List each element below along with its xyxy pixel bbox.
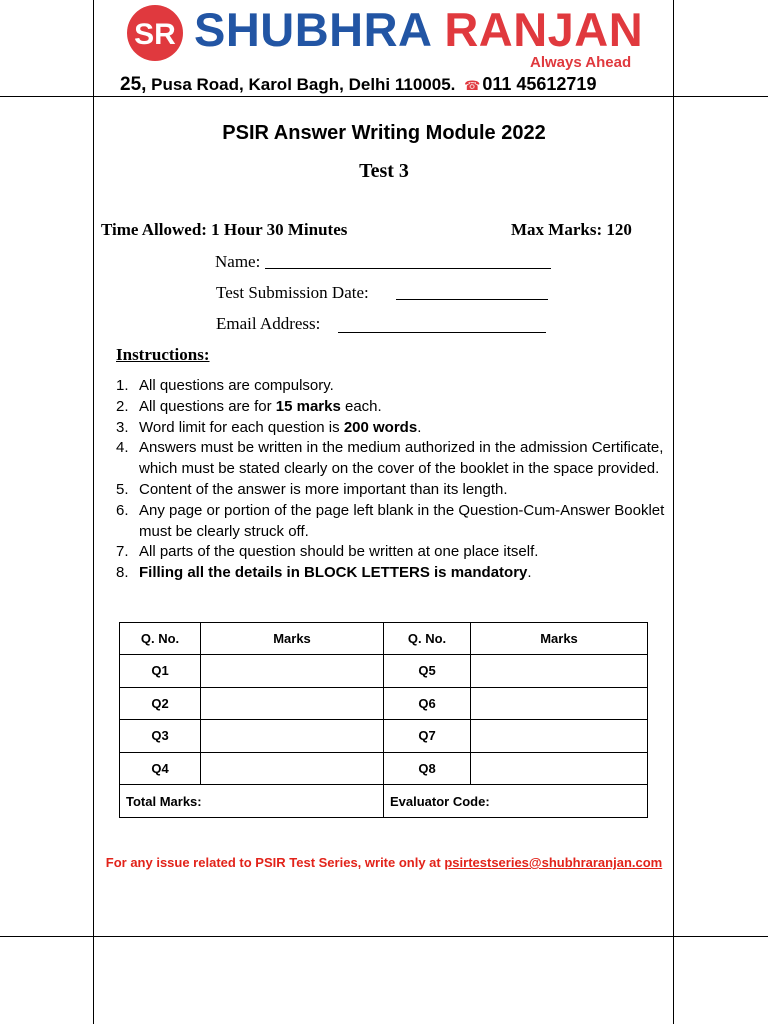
instruction-item: 3. Word limit for each question is 200 words.	[116, 418, 422, 436]
brand-second-word: RANJAN	[444, 3, 644, 56]
module-title: PSIR Answer Writing Module 2022	[222, 122, 546, 144]
question-cell: Q1	[120, 655, 201, 688]
marks-cell[interactable]	[471, 752, 648, 785]
marks-header: Marks	[201, 623, 384, 655]
submission-date-input-line[interactable]	[396, 299, 548, 300]
footer-divider	[0, 936, 768, 937]
support-note	[0, 855, 768, 870]
marks-cell[interactable]	[471, 655, 648, 688]
question-cell: Q2	[120, 687, 201, 720]
question-cell: Q6	[384, 687, 471, 720]
email-input-line[interactable]	[338, 332, 546, 333]
instruction-item: 8. Filling all the details in BLOCK LETTERS is mandatory.	[116, 564, 532, 582]
table-row	[120, 687, 648, 720]
svg-text:SR: SR	[134, 18, 176, 51]
email-field[interactable]	[216, 314, 320, 334]
submission-date-label: Test Submission Date:	[216, 283, 369, 302]
address-number: 25,	[120, 74, 147, 95]
phone-number: 011 45612719	[482, 74, 597, 94]
question-cell: Q8	[384, 752, 471, 785]
instruction-item: 6. Any page or portion of the page left blank in the Question-Cum-Answer Booklet must be clearly struck off.	[116, 501, 665, 540]
name-field[interactable]	[215, 252, 260, 272]
table-row	[120, 655, 648, 688]
instruction-item: 1. All questions are compulsory.	[116, 377, 334, 394]
address-text: Pusa Road, Karol Bagh, Delhi 110005.	[151, 75, 456, 94]
address	[120, 74, 596, 96]
marks-header: Marks	[471, 623, 648, 655]
question-cell: Q5	[384, 655, 471, 688]
name-label: Name:	[215, 252, 261, 271]
table-row	[120, 752, 648, 785]
telephone-icon: ☎	[464, 78, 481, 93]
name-input-line[interactable]	[265, 268, 551, 269]
support-note-text: For any issue related to PSIR Test Series, write only at	[105, 855, 445, 870]
table-header-row	[120, 623, 648, 655]
left-margin-line	[93, 0, 94, 1024]
header-divider	[0, 96, 768, 97]
instruction-item: 4. Answers must be written in the medium authorized in the admission Certificate, which must be stated clearly on the cover of the booklet in the space provided.	[116, 439, 664, 478]
tagline: Always Ahead	[530, 54, 632, 71]
marks-cell[interactable]	[471, 687, 648, 720]
marks-cell[interactable]	[201, 655, 384, 688]
brand-first-word: SHUBHRA	[194, 3, 431, 56]
submission-date-field[interactable]	[216, 283, 369, 303]
question-cell: Q4	[120, 752, 201, 785]
support-email-link[interactable]: psirtestseries@shubhraranjan.com	[444, 855, 663, 870]
email-label: Email Address:	[216, 314, 321, 333]
time-allowed: Time Allowed: 1 Hour 30 Minutes	[101, 220, 348, 239]
qno-header: Q. No.	[384, 623, 471, 655]
max-marks: Max Marks: 120	[511, 220, 632, 239]
marks-cell[interactable]	[471, 720, 648, 753]
test-title: Test 3	[359, 160, 409, 182]
instruction-item: 5. Content of the answer is more important than its length.	[116, 480, 508, 498]
instructions-list	[116, 376, 676, 584]
table-footer-row	[120, 785, 648, 818]
instruction-item: 2. All questions are for 15 marks each.	[116, 397, 382, 415]
question-cell: Q7	[384, 720, 471, 753]
instructions-heading: Instructions:	[116, 345, 210, 364]
instruction-item: 7. All parts of the question should be written at one place itself.	[116, 543, 539, 561]
table-row	[120, 720, 648, 753]
evaluator-code-cell[interactable]: Evaluator Code:	[384, 785, 648, 818]
marks-cell[interactable]	[201, 752, 384, 785]
question-cell: Q3	[120, 720, 201, 753]
marks-table	[119, 622, 648, 818]
total-marks-cell[interactable]: Total Marks:	[120, 785, 384, 818]
marks-cell[interactable]	[201, 687, 384, 720]
brand-name	[194, 2, 643, 58]
sr-logo-icon	[124, 4, 186, 62]
marks-cell[interactable]	[201, 720, 384, 753]
qno-header: Q. No.	[120, 623, 201, 655]
